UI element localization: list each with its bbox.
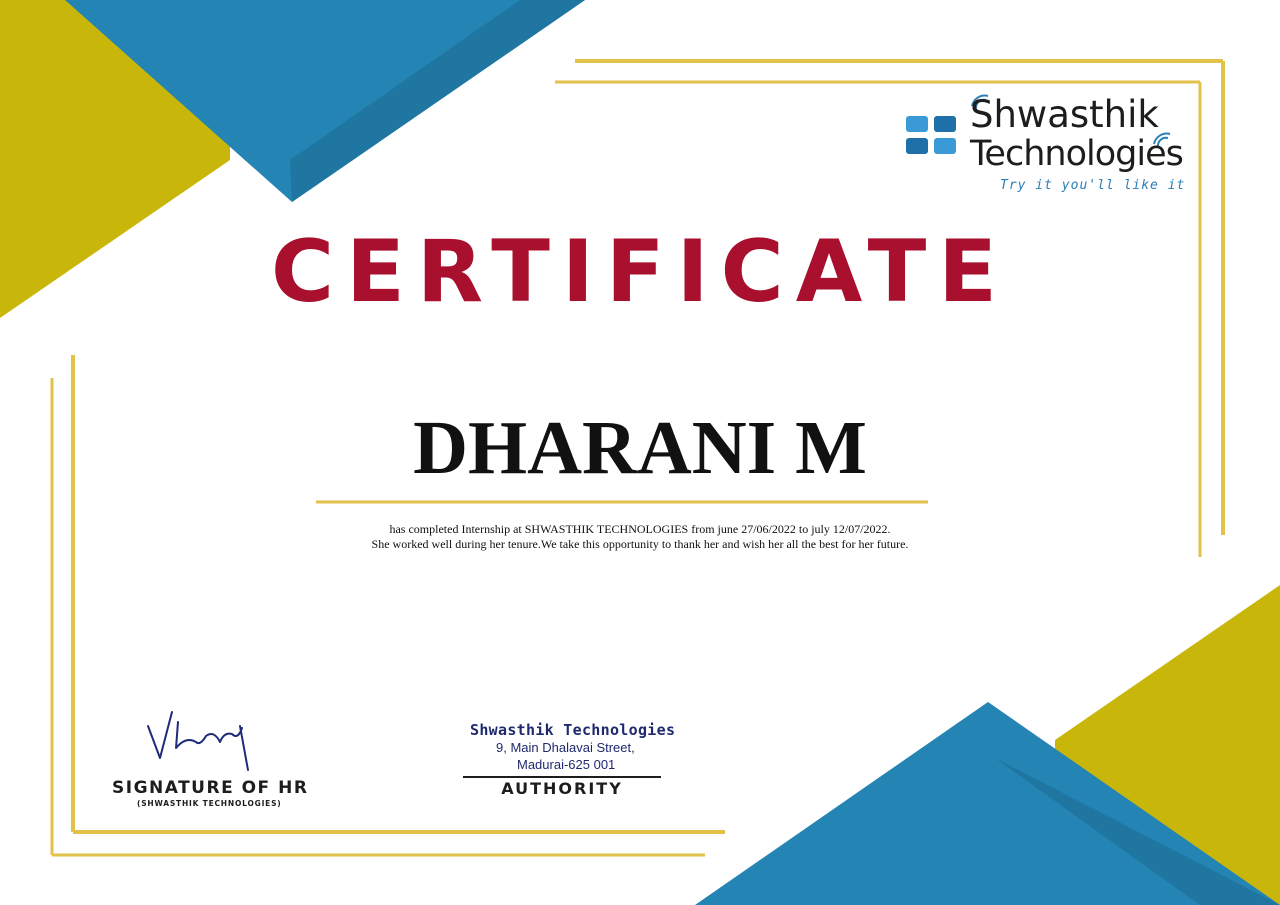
hr-signature [148, 712, 248, 770]
body-line-1: has completed Internship at SHWASTHIK TECHNOLOGIES from june 27/06/2022 to july 12/07/2022. [389, 522, 891, 536]
certificate-title: CERTIFICATE [270, 222, 1010, 322]
stamp-address-line1: 9, Main Dhalavai Street, [496, 740, 635, 755]
logo-name-line1: Shwasthik [970, 93, 1159, 136]
hr-signature-label: SIGNATURE OF HR [112, 778, 309, 798]
logo-tagline: Try it you'll like it [1000, 178, 1186, 193]
certificate-body [0, 522, 1280, 552]
stamp-company-name: Shwasthik Technologies [470, 721, 676, 739]
recipient-name: DHARANI M [413, 406, 867, 490]
logo-icon [906, 116, 956, 154]
stamp-address-line2: Madurai-625 001 [517, 757, 616, 772]
hr-signature-sublabel: (SHWASTHIK TECHNOLOGIES) [137, 799, 282, 808]
logo-name-line2: Technologies [970, 134, 1183, 174]
authority-label: AUTHORITY [501, 779, 623, 798]
body-line-2: She worked well during her tenure.We take this opportunity to thank her and wish her all the best for her future. [371, 537, 909, 551]
